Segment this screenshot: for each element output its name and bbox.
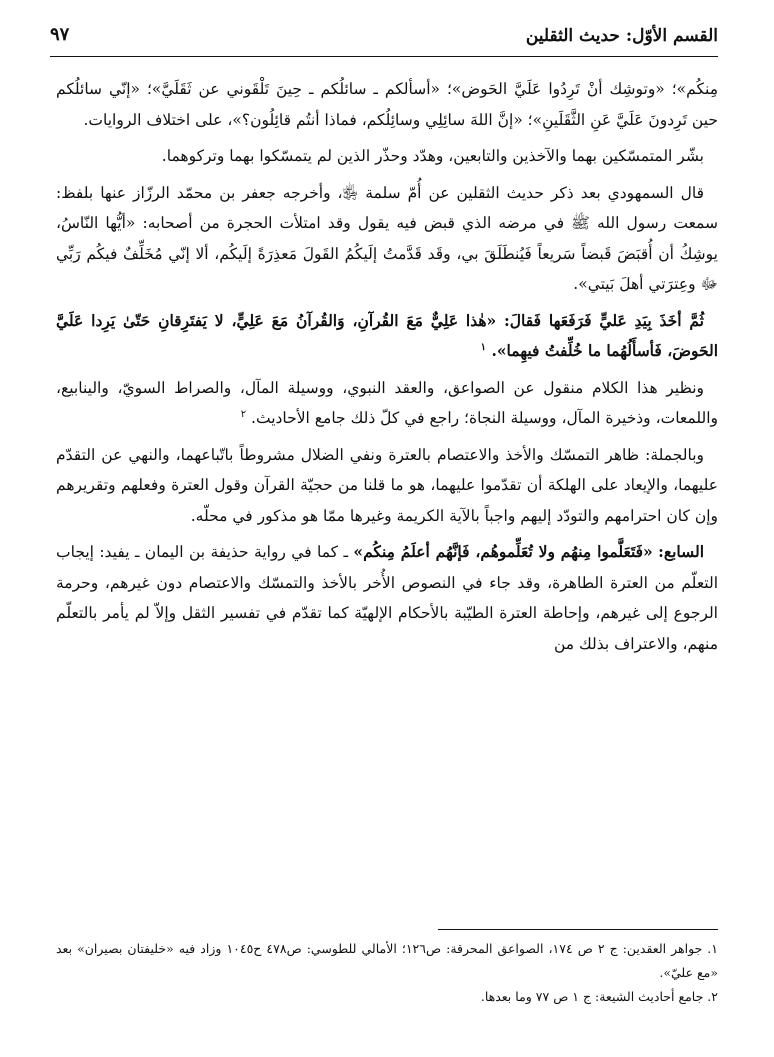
page-number: ٩٧ — [50, 24, 70, 45]
footnote-1: ١. جواهر العقدين: ج ٢ ص ١٧٤، الصواعق المحرقة: ص١٢٦؛ الأمالي للطوسي: ص٤٧٨ ح١٠٤٥ وزاد فيه «خليفتان بصيران» بعد «مع عليّ». — [56, 941, 719, 980]
running-title: القسم الأوّل: حديث الثقلين — [525, 26, 718, 46]
hadith-quote: «فَتَعَلَّموا مِنهُم ولا تُعَلِّموهُم، فَإنَّهُم أعلَمُ مِنكُم» — [353, 542, 653, 561]
footnote-divider — [438, 929, 718, 930]
paragraph-seventh: السابع: «فَتَعَلَّموا مِنهُم ولا تُعَلِّموهُم، فَإنَّهُم أعلَمُ مِنكُم» ـ كما في رواية حذيفة بن اليمان ـ يفيد: إيجاب التعلّم من العترة الطاهرة، وقد جاء في النصوص الأُخر بالأخذ والتمسّك والاعتصام دون غيرهم، وحرمة الرجوع إلى غيرهم، وإحاطة العترة الطيّبة بالأحكام الإلهيّة كما تقدّم في تفسير الثقل وإلاّ لم يأمر بالتعلّم منهم، والاعتراف بذلك من — [56, 542, 718, 653]
footnote-2: ٢. جامع أحاديث الشيعة: ج ١ ص ٧٧ وما بعدها. — [480, 989, 718, 1004]
paragraph-similar-sources: ونظير هذا الكلام منقول عن الصواعق، والعقد النبوي، ووسيلة المآل، والصراط السويّ، والينابيع، واللمعات، وذخيرة المآل، ووسيلة النجاة؛ راجع في كلّ ذلك جامع الأحاديث. $^٢$ — [56, 378, 718, 427]
paragraph-samhudi: قال السمهودي بعد ذكر حديث الثقلين عن أُمّ سلمة ﵂، وأخرجه جعفر بن محمّد الرزّاز عنها بلفظ: سمعت رسول الله ﷺ في مرضه الذي قبض فيه يقول وقد امتلأت الحجرة من أصحابه: «أيُّها النّاسُ، يوشِكُ أن أُقبَضَ قَبضاً سَريعاً فَيُنطَلَقَ بي، وقَد قَدَّمتُ إلَيكُمُ القَولَ مَعذِرَةً إلَيكُم، ألا إنّي مُخَلِّفٌ فيكُم رَبِّي ﷻ وعِترَتي أهلَ بَيتي». — [56, 183, 718, 293]
footnote-ref-2[interactable]: ٢ — [240, 408, 247, 420]
page-header — [50, 22, 718, 57]
section-label: السابع: — [658, 542, 705, 561]
main-text — [56, 74, 718, 665]
paragraph-hadith-quote: ثُمَّ أخَذَ بِيَدِ عَليٍّ فَرَفَعَها فَقالَ: «هٰذا عَلِيٌّ مَعَ القُرآنِ، وَالقُرآنُ مَعَ عَلِيٍّ، لا يَفتَرِقانِ حَتّىٰ يَرِدا عَلَيَّ الحَوضَ، فَأسأَلُهُما ما خُلِّفتُ فيهِما». $^١$ — [56, 310, 718, 360]
paragraph-summary: وبالجملة: ظاهر التمسّك والأخذ والاعتصام بالعترة ونفي الضلال مشروطاً باتّباعهما، والنهي عن التقدّم عليهما، والإيعاد على الهلكة أن تقدّموا عليهما، هو ما قلنا من حجيّة القرآن وقول العترة وفعلهم وتقريرهم وإن كان احترامهم والتودّد إليهم واجباً بالآية الكريمة وغيرها ممّا هو مذكور في محلّه. — [56, 445, 718, 525]
paragraph-narrations: مِنكُم»؛ «وتوشِك أنْ تَرِدُوا عَلَيَّ الحَوض»؛ «أسألكم ـ سائلُكم ـ حِينَ تَلْقَوني عن ثَقَلَيَّ»؛ «إنّي سائلُكم حين تَرِدونَ عَلَيَّ عَنِ الثَّقَلَينِ»؛ «إنَّ اللهَ سائِلِي وسائِلُكم، فماذا أنتُم قائِلُون؟»، على اختلاف الروايات. — [56, 80, 718, 129]
paragraph-glad-tidings: بشّر المتمسّكين بهما والآخذين والتابعين، وهدّد وحذّر الذين لم يتمسّكوا بهما وتركوهما. — [161, 147, 704, 165]
footnote-ref-1[interactable]: ١ — [480, 341, 487, 353]
footnotes — [56, 937, 718, 1009]
